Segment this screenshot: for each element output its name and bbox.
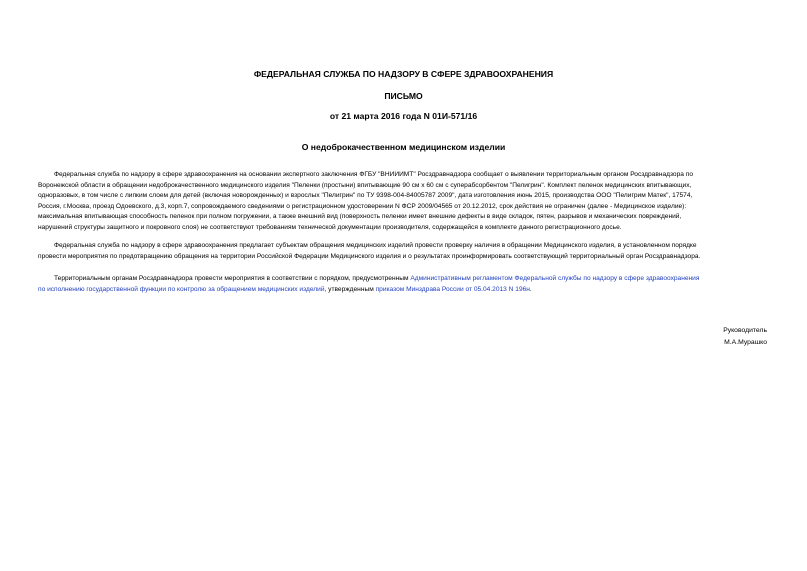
signature-title: Руководитель: [723, 327, 767, 334]
agency-heading: ФЕДЕРАЛЬНАЯ СЛУЖБА ПО НАДЗОРУ В СФЕРЕ ЗДРАВООХРАНЕНИЯ: [253, 69, 554, 79]
paragraph-line: максимальная впитывающая способность пеленок при полном погружении, а также внешний вид (поверхность пеленки имеет внешние дефекты в виде складок, пятен, разрывов и механических повреждений,: [38, 213, 682, 221]
paragraph-line: нарушений структуры защитного и покровного слоя) не соответствуют требованиям технической документации производителя, содержащейся в комплекте данного регистрационного досье.: [38, 223, 622, 231]
signature-name: М.А.Мурашко: [724, 339, 767, 346]
paragraph-line: Воронежской области в обращении недоброкачественного медицинского изделия "Пеленки (простыни) впитывающие 90 см х 60 см с суперабсорбентом "Пелигрин". Комплект пеленок медицинских впитывающих,: [38, 181, 692, 189]
paragraph-line: [38, 274, 807, 285]
document-type-heading: ПИСЬМО: [384, 91, 423, 101]
paragraph-line: [38, 285, 807, 296]
date-number-heading: от 21 марта 2016 года N 01И-571/16: [329, 111, 478, 121]
subject-heading: О недоброкачественном медицинском изделии: [301, 142, 506, 152]
admin-regulation-link-continued[interactable]: по исполнению государственной функции по контролю за обращением медицинских изделий: [38, 285, 325, 293]
paragraph-territorial-bodies: [38, 274, 807, 295]
paragraph-line: Федеральная служба по надзору в сфере здравоохранения на основании экспертного заключения ФГБУ "ВНИИИМТ" Росздравнадзора сообщает о выявлении территориальным органом Росздравнадзора по: [54, 171, 694, 178]
paragraph-line: Россия, г.Москва, проезд Одоевского, д.3, корп.7, сопровождаемого сведениями о регистрационном удостоверении N ФСР 2009/04565 от 20.12.2012, срок действия не ограничен (далее - Медицинское изделие):: [38, 202, 687, 210]
ministry-order-link[interactable]: приказом Минздрава России от 05.04.2013 N 196н: [375, 285, 530, 293]
paragraph-check-proposal: [38, 241, 807, 262]
paragraph-line: одноразовых, в том числе с липким слоем для детей (включая новорожденных) и взрослых "Пелигрин" по ТУ 9398-004-84005787 2009", дата изготовления июнь 2015, производства ООО "Пелигрим Матек", 17574,: [38, 192, 693, 200]
paragraph-text: , утвержденным: [324, 285, 376, 293]
paragraph-line: Федеральная служба по надзору в сфере здравоохранения предлагает субъектам обращения медицинских изделий провести проверку наличия в обращении Медицинского изделия, в установленном порядке: [54, 242, 697, 249]
paragraph-line: провести мероприятия по предотвращению обращения на территории Российской Федерации Медицинского изделия и о результатах проинформировать соответствующий территориальный орган Росздравнадзора.: [38, 252, 701, 260]
paragraph-text: Территориальным органам Росздравнадзора провести мероприятия в соответствии с порядком, предусмотренным: [54, 275, 411, 282]
paragraph-text: .: [529, 285, 532, 293]
paragraph-defect-notice: [38, 170, 807, 234]
admin-regulation-link[interactable]: Административным регламентом Федеральной службы по надзору в сфере здравоохранения: [410, 275, 700, 282]
